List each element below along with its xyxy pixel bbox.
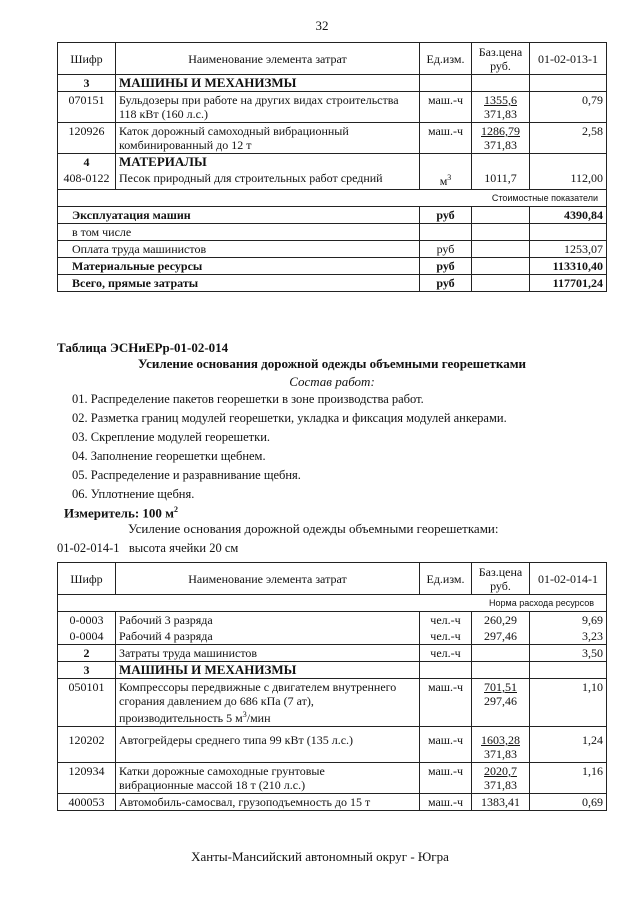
works-list — [72, 392, 507, 506]
variant: 01-02-014-1 высота ячейки 20 см — [57, 541, 239, 555]
table-label: Таблица ЭСНиЕРр-01-02-014 — [57, 340, 229, 355]
table-row: 120926 Каток дорожный самоходный вибрационный комбинированный до 12 т маш.-ч 1286,79 371,83 2,58 — [58, 123, 607, 154]
col-name-header: Наименование элемента затрат — [116, 563, 420, 595]
section-title: Усиление основания дорожной одежды объемными георешетками — [137, 356, 527, 371]
page-number: 32 — [315, 18, 329, 33]
table-row: 0-0004 Рабочий 4 разряда чел.-ч 297,46 3,23 — [58, 628, 607, 645]
list-item: 05. Распределение и разравнивание щебня. — [72, 468, 301, 482]
composition-label: Состав работ: — [289, 374, 375, 389]
col-code-header: Шифр — [58, 563, 116, 595]
col-code-header: Шифр — [58, 43, 116, 75]
col-unit-header: Ед.изм. — [420, 43, 472, 75]
list-item: 02. Разметка границ модулей георешетки, укладка и фиксация модулей анкерами. — [72, 411, 507, 425]
table-header — [58, 563, 607, 595]
summary-row: Эксплуатация машин руб 4390,84 — [58, 207, 607, 224]
col-name-header: Наименование элемента затрат — [116, 43, 420, 75]
list-item: 03. Скрепление модулей георешетки. — [72, 430, 271, 444]
table-row: 050101 Компрессоры передвижные с двигателем внутреннего сгорания давлением до 686 кПа (7 ат), производительность 5 $м^3$/мин маш.-ч 701,51 297,46 1,10 — [58, 679, 607, 727]
norm-label-row: Норма расхода ресурсов — [58, 595, 607, 612]
table-row: 408-0122 Песок природный для строительных работ средний $м^3$ 1011,7 112,00 — [58, 170, 607, 190]
meter-label: Измеритель: 100 $м^2$ — [64, 505, 179, 521]
table-row: 120202 Автогрейдеры среднего типа 99 кВт (135 л.с.) маш.-ч 1603,28 371,83 1,24 — [58, 727, 607, 763]
resource-table-013 — [57, 42, 607, 292]
table-row: 2 Затраты труда машинистов чел.-ч 3,50 — [58, 645, 607, 662]
summary-row: в том числе — [58, 224, 607, 241]
col-norm-header: 01-02-013-1 — [530, 43, 607, 75]
col-price-header: Баз.цена руб. — [472, 43, 530, 75]
table-row: 0-0003 Рабочий 3 разряда чел.-ч 260,29 9,69 — [58, 612, 607, 629]
description: Усиление основания дорожной одежды объемными георешетками: — [128, 521, 499, 536]
list-item: 06. Уплотнение щебня. — [72, 487, 195, 501]
section-row: 3 МАШИНЫ И МЕХАНИЗМЫ — [58, 75, 607, 92]
table-row: 070151 Бульдозеры при работе на других видах строительства 118 кВт (160 л.с.) маш.-ч 1355,6 371,83 0,79 — [58, 92, 607, 123]
col-unit-header: Ед.изм. — [420, 563, 472, 595]
footer: Ханты-Мансийский автономный округ - Югра — [191, 849, 449, 864]
resource-table-014 — [57, 562, 607, 811]
list-item: 04. Заполнение георешетки щебнем. — [72, 449, 266, 463]
section-row: 4 МАТЕРИАЛЫ — [58, 154, 607, 171]
table-row: 400053 Автомобиль-самосвал, грузоподъемность до 15 т маш.-ч 1383,41 0,69 — [58, 794, 607, 811]
table-row: 120934 Катки дорожные самоходные грунтовые вибрационные массой 18 т (210 л.с.) маш.-ч 2020,7 371,83 1,16 — [58, 763, 607, 794]
cost-label-row: Стоимостные показатели — [58, 190, 607, 207]
summary-row: Оплата труда машинистов руб 1253,07 — [58, 241, 607, 258]
section-row: 3 МАШИНЫ И МЕХАНИЗМЫ — [58, 662, 607, 679]
col-price-header: Баз.цена руб. — [472, 563, 530, 595]
list-item: 01. Распределение пакетов георешетки в зоне производства работ. — [72, 392, 424, 406]
table-header — [58, 43, 607, 75]
col-norm-header: 01-02-014-1 — [530, 563, 607, 595]
summary-row: Всего, прямые затраты руб 117701,24 — [58, 275, 607, 292]
summary-row: Материальные ресурсы руб 113310,40 — [58, 258, 607, 275]
